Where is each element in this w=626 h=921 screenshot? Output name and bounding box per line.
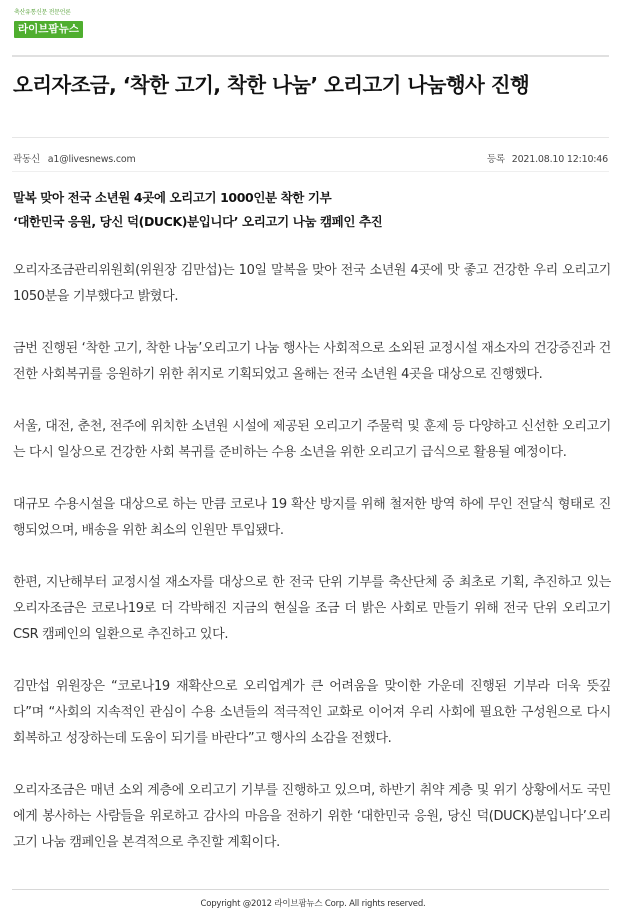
article-subheads: [13, 186, 613, 234]
publish-date: 2021.08.10 12:10:46: [511, 154, 608, 165]
footer-divider: [12, 889, 609, 890]
article-paragraph: 오리자조금은 매년 소외 계층에 오리고기 기부를 진행하고 있으며, 하반기 취약 계층 및 위기 상황에서도 국민에게 봉사하는 사람들을 위로하고 감사의 마음을 전하기 위한 ‘대한민국 응원, 당신 덕(DUCK)분입니다’오리고기 나눔 캠페인을 본격적으로 추진할 계획이다.: [13, 783, 611, 850]
article-paragraph: 대규모 수용시설을 대상으로 하는 만큼 코로나 19 확산 방지를 위해 철저한 방역 하에 무인 전달식 형태로 진행되었으며, 배송을 위한 최소의 인원만 투입됐다.: [13, 497, 611, 538]
article-paragraph: 서울, 대전, 춘천, 전주에 위치한 소년원 시설에 제공된 오리고기 주물럭 및 훈제 등 다양하고 신선한 오리고기는 다시 일상으로 건강한 사회 복귀를 준비하는 수용 소년을 위한 오리고기 급식으로 활용될 예정이다.: [13, 419, 611, 460]
title-divider: [12, 137, 609, 138]
header-divider: [12, 55, 609, 57]
article-paragraph: 한편, 지난해부터 교정시설 재소자를 대상으로 한 전국 단위 기부를 축산단체 중 최초로 기획, 추진하고 있는 오리자조금은 코로나19로 더 각박해진 지금의 현실을 조금 더 밝은 사회로 만들기 위해 전국 단위 오리고기 CSR 캠페인의 일환으로 추진하고 있다.: [13, 575, 611, 642]
byline-divider: [12, 171, 609, 172]
dateline: [483, 151, 608, 165]
date-label: 등록: [486, 154, 505, 165]
article-paragraph: 금번 진행된 ‘착한 고기, 착한 나눔’오리고기 나눔 행사는 사회적으로 소외된 교정시설 재소자의 건강증진과 건전한 사회복귀를 응원하기 위한 취지로 기획되었고 올해는 전국 소년원 4곳을 대상으로 진행했다.: [13, 341, 611, 382]
article-body: [13, 258, 611, 882]
article-paragraph: 오리자조금관리위원회(위원장 김만섭)는 10일 말복을 맞아 전국 소년원 4곳에 맛 좋고 건강한 우리 오리고기 1050분을 기부했다고 밝혔다.: [13, 263, 611, 304]
copyright-notice: Copyright @2012 라이브팜뉴스 Corp. All rights reserved.: [200, 899, 426, 909]
subhead: ‘대한민국 응원, 당신 덕(DUCK)분입니다’ 오리고기 나눔 캠페인 추진: [13, 214, 383, 229]
logo-tagline: 축산유통신문 전문언론: [14, 9, 71, 16]
article-paragraph: 김만섭 위원장은 “코로나19 재확산으로 오리업계가 큰 어려움을 맞이한 가운데 진행된 기부라 더욱 뜻깊다”며 “사회의 지속적인 관심이 수용 소년들의 적극적인 교화로 이어져 우리 사회에 필요한 구성원으로 다시 회복하고 성장하는데 도움이 되기를 바란다”고 행사의 소감을 전했다.: [13, 679, 611, 746]
site-logo[interactable]: [14, 8, 86, 38]
byline: [13, 151, 141, 165]
author-email[interactable]: a1@livesnews.com: [47, 154, 136, 165]
logo-wordmark: 라이브팜뉴스: [14, 21, 83, 38]
article-title: 오리자조금, ‘착한 고기, 착한 나눔’ 오리고기 나눔행사 진행: [13, 73, 530, 97]
subhead: 말복 맞아 전국 소년원 4곳에 오리고기 1000인분 착한 기부: [13, 190, 332, 205]
author-name: 곽동신: [13, 154, 40, 165]
